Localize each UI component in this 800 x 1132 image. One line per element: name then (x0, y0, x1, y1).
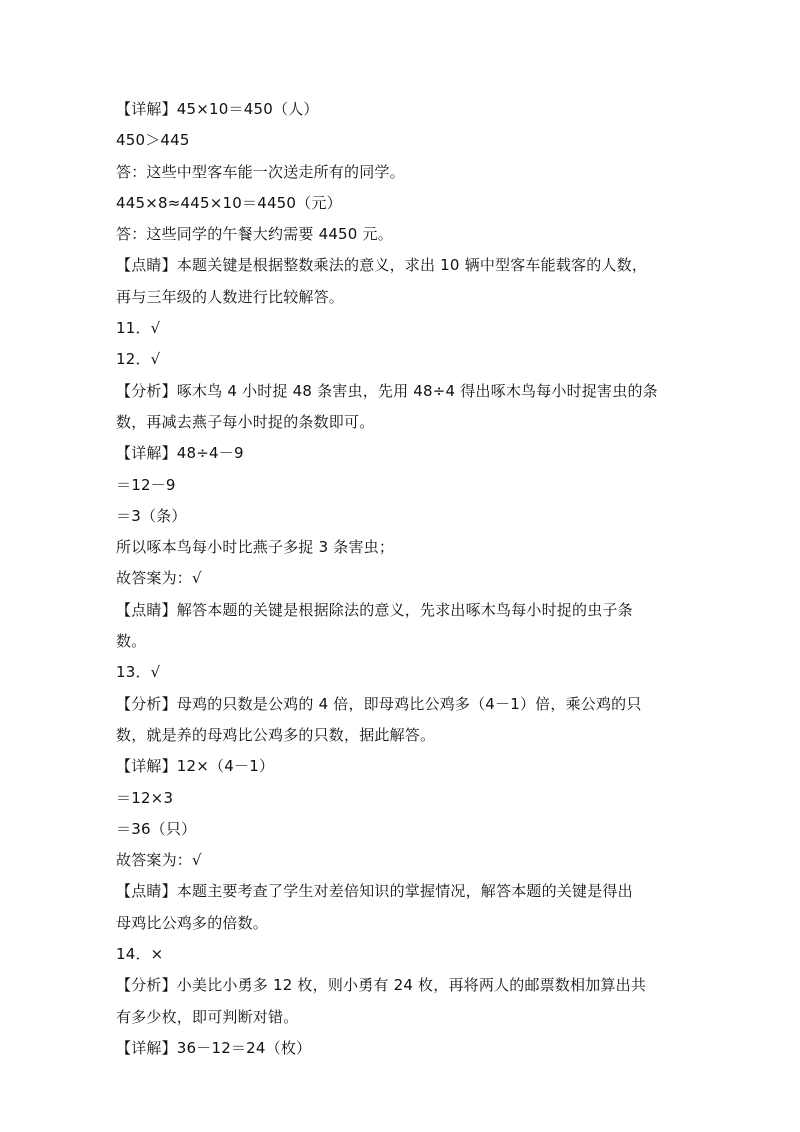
text-line: 【点睛】本题主要考查了学生对差倍知识的掌握情况，解答本题的关键是得出 (116, 882, 633, 901)
question-number-13: 13．√ (116, 663, 161, 682)
question-number-11: 11．√ (116, 319, 161, 338)
text-line: 数。 (116, 632, 147, 651)
text-line: 数，再减去燕子每小时捉的条数即可。 (116, 412, 375, 431)
text-line: 【详解】45×10＝450（人） (116, 100, 319, 118)
text-line: 【分析】啄木鸟 4 小时捉 48 条害虫，先用 48÷4 得出啄木鸟每小时捉害虫的条 (116, 381, 658, 400)
text-line: 【分析】小美比小勇多 12 枚，则小勇有 24 枚，再将两人的邮票数相加算出共 (116, 976, 647, 995)
text-line: 故答案为：√ (116, 569, 202, 588)
text-line: ＝36（只） (116, 819, 197, 838)
text-line: 【详解】48÷4－9 (116, 444, 244, 463)
text-line: 【点睛】解答本题的关键是根据除法的意义，先求出啄木鸟每小时捉的虫子条 (116, 600, 633, 619)
answer-text-block (116, 94, 682, 1064)
text-line: 445×8≈445×10＝4450（元） (116, 193, 342, 212)
text-line: 母鸡比公鸡多的倍数。 (116, 913, 269, 932)
text-line: 再与三年级的人数进行比较解答。 (116, 287, 345, 306)
text-line: 数，就是养的母鸡比公鸡多的只数，据此解答。 (116, 725, 436, 744)
question-number-12: 12．√ (116, 350, 161, 369)
text-line: 【详解】12×（4－1） (116, 757, 275, 776)
text-line: 450＞445 (116, 131, 190, 150)
text-line: 答：这些中型客车能一次送走所有的同学。 (116, 162, 405, 181)
text-line: 【分析】母鸡的只数是公鸡的 4 倍，即母鸡比公鸡多（4－1）倍，乘公鸡的只 (116, 694, 642, 713)
text-line: 所以啄本鸟每小时比燕子多捉 3 条害虫； (116, 538, 395, 557)
text-line: 【详解】36－12＝24（枚） (116, 1038, 312, 1057)
text-line: 有多少枚，即可判断对错。 (116, 1007, 299, 1026)
text-line: ＝3（条） (116, 506, 187, 525)
text-line: 答：这些同学的午餐大约需要 4450 元。 (116, 225, 393, 244)
text-line: ＝12×3 (116, 788, 174, 807)
text-line: 故答案为：√ (116, 851, 202, 870)
question-number-14: 14．× (116, 945, 164, 964)
text-line: ＝12－9 (116, 475, 176, 494)
text-line: 【点睛】本题关键是根据整数乘法的意义，求出 10 辆中型客车能载客的人数， (116, 256, 648, 275)
